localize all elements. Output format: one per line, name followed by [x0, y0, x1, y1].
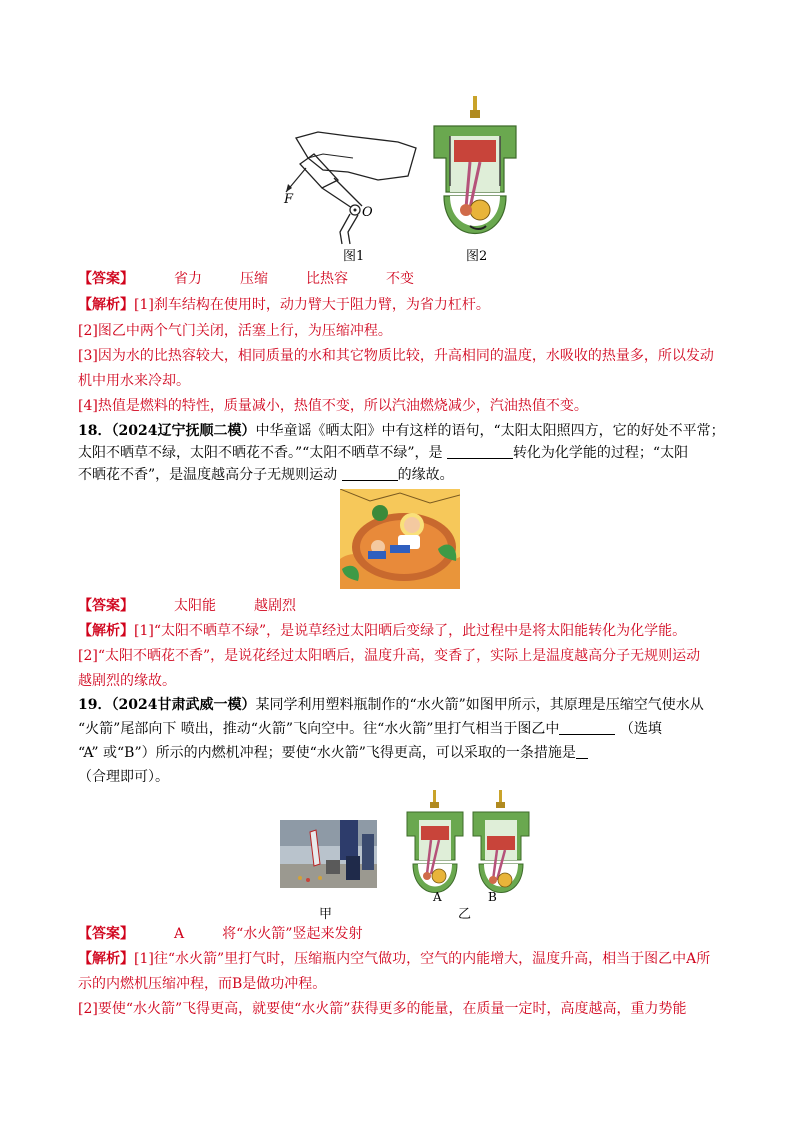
q19-analysis-1: 【解析】[1]往“水火箭”里打气时，压缩瓶内空气做功，空气的内能增大，温度升高，相当于图乙中A所	[78, 951, 711, 967]
q18-stem-1: 18．（2024辽宁抚顺二模）中华童谣《晒太阳》中有这样的语句，“太阳太阳照四方，它的好处不平常；	[78, 423, 725, 439]
q19-blank-1	[559, 720, 615, 735]
engine-b-label: B	[488, 890, 497, 904]
q19-source: （2024甘肃武威一模）	[111, 697, 256, 713]
fig1-caption: 图1	[343, 249, 365, 264]
q19-analysis-3: [2]要使“水火箭”飞得更高，就要使“水火箭”获得更多的能量，在质量一定时，高度越高，重力势能	[78, 1001, 687, 1017]
q19-stem-3: “A” 或“B”）所示的内燃机冲程；要使“水火箭”飞得更高，可以采取的一条措施是	[78, 742, 728, 764]
q17-analysis-3: [3]因为水的比热容较大，相同质量的水和其它物质比较，升高相同的温度，水吸收的热量多，所以发动	[78, 348, 714, 364]
q17-analysis-2: [2]图乙中两个气门关闭，活塞上行，为压缩冲程。	[78, 323, 392, 339]
figure-1-brake-pedal	[278, 128, 418, 256]
q18-answer-2: 越剧烈	[254, 598, 296, 614]
q17-answer-1: 省力	[174, 271, 202, 287]
q18-blank-2	[342, 466, 398, 481]
q18-source: （2024辽宁抚顺二模）	[111, 423, 256, 439]
q18-blank-1	[447, 444, 513, 459]
q18-analysis-3: 越剧烈的缘故。	[78, 673, 176, 689]
figure-2-engine	[430, 96, 520, 248]
q19-answer-2: 将“水火箭”竖起来发射	[222, 926, 363, 942]
engine-b	[473, 790, 529, 893]
q19-stem-4: （合理即可）。	[78, 769, 169, 785]
fig-yi-caption: 乙	[458, 907, 472, 922]
q18-sunbathing-illustration	[340, 489, 460, 589]
fig2-caption: 图2	[466, 249, 488, 264]
q17-answer	[78, 268, 728, 290]
fig1-force-label: F	[284, 192, 294, 207]
q18-stem-2: 太阳不晒草不绿，太阳不晒花不香。”“太阳不晒草不绿”，是 转化为化学能的过程；“太阳	[78, 445, 689, 461]
q19-stem-1: 19．（2024甘肃武威一模）某同学利用塑料瓶制作的“水火箭”如图甲所示，其原理是压缩空气使水从	[78, 697, 704, 713]
q19-answer-1: A	[174, 926, 185, 942]
q18-answer: 【答案】 太阳能 越剧烈	[78, 598, 296, 614]
q18-stem-3: 不晒花不香”，是温度越高分子无规则运动 的缘故。	[78, 467, 454, 483]
q17-analysis-1: 【解析】[1]刹车结构在使用时，动力臂大于阻力臂，为省力杠杆。	[78, 297, 490, 313]
q18-analysis-2: [2]“太阳不晒花不香”，是说花经过太阳晒后，温度升高，变香了，实际上是温度越高分子无规则运动	[78, 648, 701, 664]
q17-answer-3: 比热容	[306, 271, 348, 287]
q19-stem-2: “火箭”尾部向下 喷出，推动“火箭”飞向空中。往“水火箭”里打气相当于图乙中 （选填	[78, 721, 662, 737]
q18-analysis-1: 【解析】[1]“太阳不晒草不绿”，是说草经过太阳晒后变绿了，此过程中是将太阳能转化为化学能。	[78, 623, 687, 639]
q19-number: 19．	[78, 697, 112, 713]
fig-jia-water-rocket-photo	[280, 820, 377, 888]
answer-label: 【答案】	[78, 271, 134, 287]
q17-analysis-5: [4]热值是燃料的特性，质量减小，热值不变，所以汽油燃烧减少，汽油热值不变。	[78, 398, 588, 414]
q19-analysis-2: 示的内燃机压缩冲程，而B是做功冲程。	[78, 976, 327, 992]
q17-answer-4: 不变	[386, 271, 414, 287]
q17-answer-2: 压缩	[240, 271, 268, 287]
q18-number: 18．	[78, 423, 112, 439]
fig-yi-engines	[405, 790, 535, 905]
fig1-pivot-label: O	[362, 205, 373, 220]
q19-answer: 【答案】 A 将“水火箭”竖起来发射	[78, 926, 363, 942]
engine-a	[407, 790, 463, 893]
q18-answer-1: 太阳能	[174, 598, 216, 614]
q19-blank-2	[576, 744, 588, 759]
engine-a-label: A	[433, 890, 442, 904]
q17-analysis-4: 机中用水来冷却。	[78, 373, 190, 389]
analysis-label: 【解析】	[78, 297, 134, 313]
fig-jia-caption: 甲	[319, 907, 333, 922]
